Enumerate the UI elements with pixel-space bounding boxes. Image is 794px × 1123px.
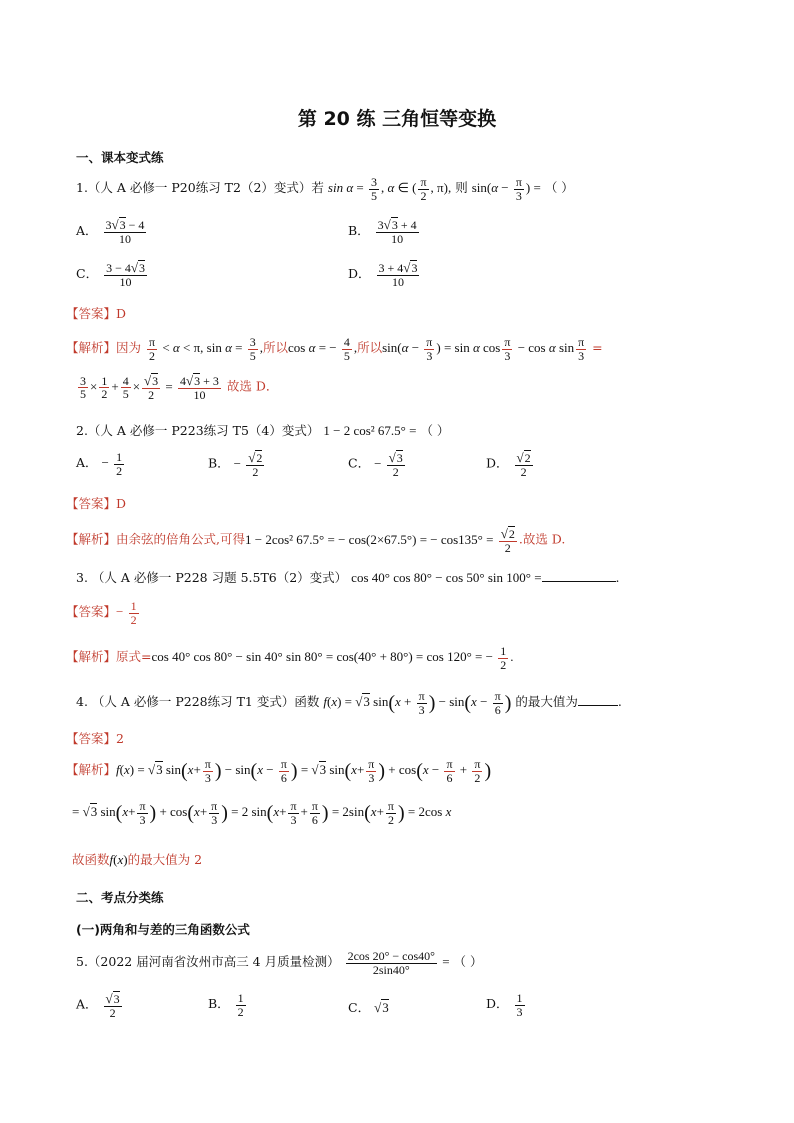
question-4-stem: 4. （人 A 必修一 P228练习 T1 变式）函数 f(x) = √3 sin(x + $\frac{\pi}{3}$ ) − sin(x − $\frac{\pi}{6}$ ) 的最大值为 . xyxy=(76,689,622,717)
q1-option-a[interactable] xyxy=(76,218,148,245)
q2-blank: （ ） xyxy=(420,423,450,438)
question-5-stem xyxy=(76,950,483,976)
q4-analysis-line-2: = √3 sin(x+ $\frac{\pi}{3}$ ) + cos(x+ $\frac{\pi}{3}$ ) = 2 sin(x+ $\frac{\pi}{3}$ + $\frac{\pi}{6}$ ) = 2sin(x+ $\frac{\pi}{2}$ ) = 2cos x xyxy=(72,799,452,827)
option-letter: D． xyxy=(486,455,509,471)
q2-option-d[interactable]: D． $\frac{√2}{2}$ xyxy=(486,450,531,479)
q4-answer-blank[interactable] xyxy=(578,705,618,706)
q5-option-a[interactable]: A． $\frac{√3}{2}$ xyxy=(76,991,120,1020)
q4-stem-text: 4. （人 A 必修一 P228练习 T1 变式）函数 xyxy=(76,694,320,710)
option-letter: A． xyxy=(76,223,98,239)
option-letter: C． xyxy=(348,455,371,471)
answer-label: 【答案】 xyxy=(66,604,117,620)
q4-stem-end: 的最大值为 xyxy=(515,694,578,710)
answer-value: − $\frac{1}{2}$ xyxy=(116,599,137,627)
question-3-stem: 3. （人 A 必修一 P228 习题 5.5T6（2）变式） cos 40° cos 80° − cos 50° sin 100° = . xyxy=(76,570,620,585)
option-letter: B． xyxy=(208,455,230,471)
q2-expression: 1 − 2 cos² 67.5° = xyxy=(323,423,417,438)
analysis-label: 【解析】 xyxy=(66,531,117,547)
analysis-label: 【解析】 xyxy=(66,762,117,778)
q1-option-a-value: $\frac{3√3 - 4}{10}$ xyxy=(105,217,145,246)
answer-label: 【答案】 xyxy=(66,496,117,511)
q3-answer xyxy=(66,600,141,626)
q2-option-b[interactable]: B． − $\frac{√2}{2}$ xyxy=(208,450,263,479)
page-title: 第 20 练 三角恒等变换 xyxy=(297,108,497,130)
q2-option-c[interactable]: C． − $\frac{√3}{2}$ xyxy=(348,450,403,479)
analysis-text: 原式= xyxy=(116,649,152,665)
question-2-stem xyxy=(76,421,449,439)
q1-stem-text: 1.（人 A 必修一 P20练习 T2（2）变式）若 xyxy=(76,180,324,196)
q1-option-c[interactable] xyxy=(76,261,149,288)
conclusion-text: 故函数 xyxy=(72,852,110,867)
q1-answer xyxy=(66,304,126,322)
q2-stem-text: 2.（人 A 必修一 P223练习 T5（4）变式） xyxy=(76,423,320,438)
q3-answer-blank[interactable] xyxy=(542,581,616,582)
analysis-label: 【解析】 xyxy=(66,649,117,665)
analysis-text: 由余弦的倍角公式,可得 xyxy=(116,531,245,547)
subsection-heading-1: (一)两角和与差的三角函数公式 xyxy=(76,922,250,937)
q4-analysis-line-1: 【解析】f(x) = √3 sin(x+ $\frac{\pi}{3}$ ) − sin(x − $\frac{\pi}{6}$ ) = √3 sin(x+ $\frac{\pi}{3}$ ) + cos(x − $\frac{\pi}{6}$ + $\frac{\pi}{2}$ ) xyxy=(66,757,492,785)
q5-expression: $\frac{2\cos 20^\circ - \cos 40^\circ}{2\sin 40^\circ}$ = xyxy=(347,949,450,977)
option-letter: B． xyxy=(208,996,230,1012)
q4-answer xyxy=(66,729,124,747)
answer-label: 【答案】 xyxy=(66,306,117,321)
q5-option-d[interactable]: D． $\frac{1}{3}$ xyxy=(486,991,523,1019)
q1-analysis-line-2: $\frac{3}{5}$ × $\frac{1}{2}$ + $\frac{4}{5}$ × $\frac{√3}{2}$ = $\frac{4√3 + 3}{10}$ 故选 D． xyxy=(80,373,279,402)
q3-stem-text: 3. （人 A 必修一 P228 习题 5.5T6（2）变式） xyxy=(76,570,348,585)
answer-value: D xyxy=(116,306,127,321)
q1-option-d[interactable] xyxy=(348,261,421,288)
q5-stem-text: 5.（2022 届河南省汝州市高三 4 月质量检测） xyxy=(76,954,340,970)
q1-option-b[interactable] xyxy=(348,218,421,245)
q1-then: 则 xyxy=(455,180,468,196)
analysis-text: 所以 xyxy=(357,340,383,356)
q3-expression: cos 40° cos 80° − cos 50° sin 100° = xyxy=(351,570,542,585)
option-letter: D． xyxy=(486,996,509,1012)
answer-label: 【答案】 xyxy=(66,731,117,746)
answer-value: 2 xyxy=(116,731,124,746)
analysis-text: .故选 D. xyxy=(518,531,566,547)
q5-blank: （ ） xyxy=(453,954,483,970)
option-letter: D． xyxy=(348,266,371,282)
analysis-label: 【解析】 xyxy=(66,340,117,356)
option-letter: C． xyxy=(76,266,99,282)
q1-blank: （ ） xyxy=(544,180,574,196)
q5-option-c[interactable]: C． √3 xyxy=(348,1000,389,1015)
section-heading-2: 二、考点分类练 xyxy=(76,890,164,905)
q1-option-d-value: $\frac{3 + 4√3}{10}$ xyxy=(378,260,418,289)
q2-answer xyxy=(66,494,126,512)
conclusion-text: 的最大值为 2 xyxy=(127,852,203,867)
q2-analysis: 【解析】由余弦的倍角公式,可得1 − 2cos² 67.5° = − cos(2×67.5°) = − cos135° = $\frac{√2}{2}$ .故选 D. xyxy=(66,526,566,555)
answer-value: D xyxy=(116,496,127,511)
q2-option-a[interactable]: A． − $\frac{1}{2}$ xyxy=(76,450,123,478)
section-heading-1: 一、课本变式练 xyxy=(76,150,164,165)
analysis-text: 所以 xyxy=(263,340,289,356)
option-letter: B． xyxy=(348,223,370,239)
analysis-text: 故选 D． xyxy=(226,378,279,394)
q1-option-b-value: $\frac{3√3 + 4}{10}$ xyxy=(377,217,417,246)
option-letter: C． xyxy=(348,1000,371,1015)
option-letter: A． xyxy=(76,996,98,1012)
analysis-text: 因为 xyxy=(116,340,142,356)
q1-expression: sin(α − $\frac{\pi}{3}$ ) = xyxy=(471,175,541,203)
question-1-stem xyxy=(76,176,574,202)
q4-conclusion: 故函数f(x)的最大值为 2 xyxy=(72,852,203,867)
q1-option-c-value: $\frac{3 - 4√3}{10}$ xyxy=(106,260,145,289)
option-letter: A． xyxy=(76,455,98,471)
q4-function: f(x) = √3 sin(x + $\frac{\pi}{3}$ ) − sin(x − $\frac{\pi}{6}$ ) xyxy=(323,689,512,717)
q3-analysis: 【解析】原式=cos 40° cos 80° − sin 40° sin 80° = cos(40° + 80°) = cos 120° = − $\frac{1}{2}$ . xyxy=(66,644,514,672)
q1-condition: sin α = $\frac{3}{5}$ , α ∈ ( $\frac{\pi}{2}$ , π), xyxy=(327,175,452,203)
q5-option-b[interactable]: B． $\frac{1}{2}$ xyxy=(208,991,244,1019)
q1-analysis-line-1: 【解析】因为 $\frac{\pi}{2}$ < α < π, sin α = $\frac{3}{5}$ ,所以cos α = − $\frac{4}{5}$ ,所以sin(α − $\frac{\pi}{3}$ ) = sin α cos $\frac{\pi}{3}$ − cos α sin $\frac{\pi}{3}$ = xyxy=(66,335,603,363)
